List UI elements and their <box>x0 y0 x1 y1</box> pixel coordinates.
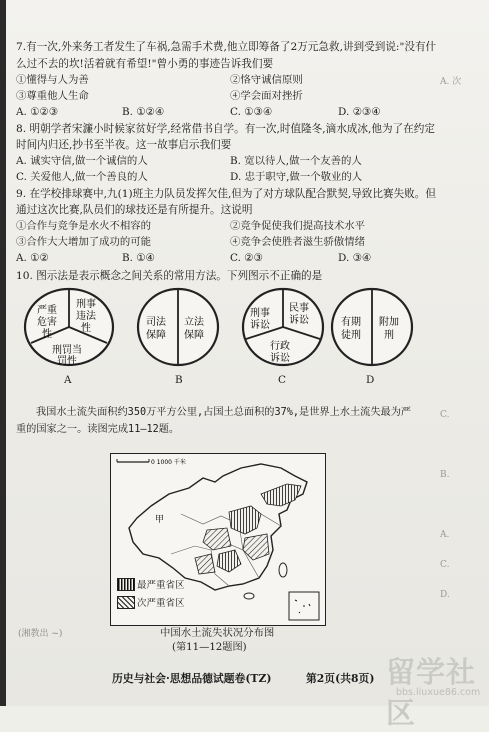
q7-stem-line-2: 么过不去的坎!活着就有希望!"曾小勇的事迹告诉我们要 <box>16 58 274 70</box>
pie-c-letter: C <box>278 374 286 386</box>
q9-stem-line-2: 通过这次比赛,队员们的球技还是有所提升。这说明 <box>16 204 253 216</box>
pie-diagram-a <box>14 283 124 375</box>
pie-d-label-4: 刑 <box>384 330 394 341</box>
legend-swatch-most-severe <box>117 578 135 591</box>
legend-swatch-second-severe <box>117 596 135 609</box>
pie-c-label-3: 民事 <box>289 303 309 314</box>
side-note-4: A. <box>440 530 450 540</box>
pie-b-label-2: 保障 <box>146 330 166 341</box>
q8-choice-a: A. 诚实守信,做一个诚信的人 <box>16 155 148 167</box>
map-stamp-text: (湘教出 ~) <box>18 629 63 639</box>
pie-d-label-1: 有期 <box>341 317 361 328</box>
pie-a-label-1: 严重 <box>37 305 57 316</box>
q7-stem-line-1: 7.有一次,外来务工者发生了车祸,急需手术费,他立即筹备了2万元急救,讲到受到说:"没有什 <box>16 41 437 53</box>
map-region-jia: 甲 <box>155 515 165 525</box>
pie-a-letter: A <box>64 374 72 386</box>
pie-c-label-2: 诉讼 <box>250 320 270 331</box>
watermark-logo: 留学社区 <box>386 655 477 730</box>
pie-b-letter: B <box>175 374 183 386</box>
pie-diagram-b <box>128 283 228 375</box>
map-title: 中国水土流失状况分布图 <box>160 627 275 639</box>
pie-b-label-3: 立法 <box>184 317 204 328</box>
footer-subject: 历史与社会·思想品德试题卷(TZ) <box>112 672 272 685</box>
q9-choice-b: B. ①④ <box>122 252 155 264</box>
q7-choice-c: C. ①③④ <box>230 106 273 118</box>
pie-a-label-7: 刑罚当 <box>52 345 82 356</box>
q7-choice-b: B. ①②④ <box>122 106 165 118</box>
q9-option-1: ①合作与竞争是水火不相容的 <box>16 220 152 232</box>
pie-d-letter: D <box>366 374 375 386</box>
q7-option-4: ④学会面对挫折 <box>230 90 303 102</box>
side-note-2: C. <box>440 410 450 420</box>
map-scale-label: 0 1000 千米 <box>151 459 186 466</box>
q7-option-3: ③尊重他人生命 <box>16 90 89 102</box>
pie-b-label-4: 保障 <box>184 330 204 341</box>
side-note-6: D. <box>440 590 450 600</box>
pie-a-label-8: 罚性 <box>57 356 77 367</box>
pie-diagram-d <box>326 283 418 375</box>
q9-choice-c: C. ②③ <box>230 252 263 264</box>
q11-intro-line-1: 我国水土流失面积约350万平方公里,占国土总面积的37%,是世界上水土流失最为严 <box>36 407 412 418</box>
pie-d-label-3: 附加 <box>379 317 399 328</box>
q7-option-1: ①懂得与人为善 <box>16 74 89 86</box>
pie-diagram-c <box>233 283 333 375</box>
pie-a-label-2: 危害 <box>37 317 57 328</box>
q9-option-3: ③合作大大增加了成功的可能 <box>16 236 152 248</box>
q9-option-4: ④竞争会使胜者滋生骄傲情绪 <box>230 236 366 248</box>
pie-b-label-1: 司法 <box>146 317 166 328</box>
q9-stem-line-1: 9. 在学校排球赛中,九(1)班主力队员发挥欠佳,但为了对方球队配合默契,导致比赛失败。但 <box>16 188 436 200</box>
pie-c-label-4: 诉讼 <box>289 315 309 326</box>
legend-second-severe: 次严重省区 <box>137 598 185 609</box>
q7-choice-d: D. ②③④ <box>338 106 381 118</box>
pie-c-label-1: 刑事 <box>250 308 270 319</box>
q8-stem-line-2: 时间内归还,抄书至半夜。这一故事启示我们要 <box>16 139 232 151</box>
pie-a-label-3: 性 <box>42 329 52 340</box>
q11-intro-line-2: 重的国家之一。读图完成11—12题。 <box>16 424 180 435</box>
page-edge-shadow <box>0 0 6 706</box>
pie-a-label-4: 刑事 <box>76 299 96 310</box>
pie-a-label-5: 违法 <box>76 311 96 322</box>
footer-page-number: 第2页(共8页) <box>306 672 375 685</box>
pie-a-label-6: 性 <box>81 323 91 334</box>
q9-choice-d: D. ③④ <box>338 252 372 264</box>
pie-c-label-5: 行政 <box>270 341 290 352</box>
watermark-url: bbs.liuxue86.com <box>396 687 481 698</box>
q8-choice-b: B. 宽以待人,做一个友善的人 <box>230 155 362 167</box>
china-soil-erosion-map <box>110 453 326 626</box>
pie-d-label-2: 徒刑 <box>341 330 361 341</box>
q10-stem: 10. 图示法是表示概念之间关系的常用方法。下列图示不正确的是 <box>16 270 323 282</box>
q8-choice-d: D. 忠于职守,做一个敬业的人 <box>230 171 363 183</box>
side-note-1: A. 次 <box>440 77 462 87</box>
q7-option-2: ②恪守诚信原则 <box>230 74 303 86</box>
q9-choice-a: A. ①② <box>16 252 49 264</box>
q8-stem-line-1: 8. 明朝学者宋濂小时候家贫好学,经常借书自学。有一次,时值隆冬,滴水成冰,他为了在约定 <box>16 123 435 135</box>
pie-c-label-6: 诉讼 <box>270 353 290 364</box>
q8-choice-c: C. 关爱他人,做一个善良的人 <box>16 171 148 183</box>
q9-option-2: ②竞争促使我们提高技术水平 <box>230 220 366 232</box>
map-caption: (第11—12题图) <box>172 642 247 653</box>
side-note-5: C. <box>440 560 450 570</box>
legend-most-severe: 最严重省区 <box>137 580 185 591</box>
q7-choice-a: A. ①②③ <box>16 106 59 118</box>
side-note-3: B. <box>440 470 450 480</box>
